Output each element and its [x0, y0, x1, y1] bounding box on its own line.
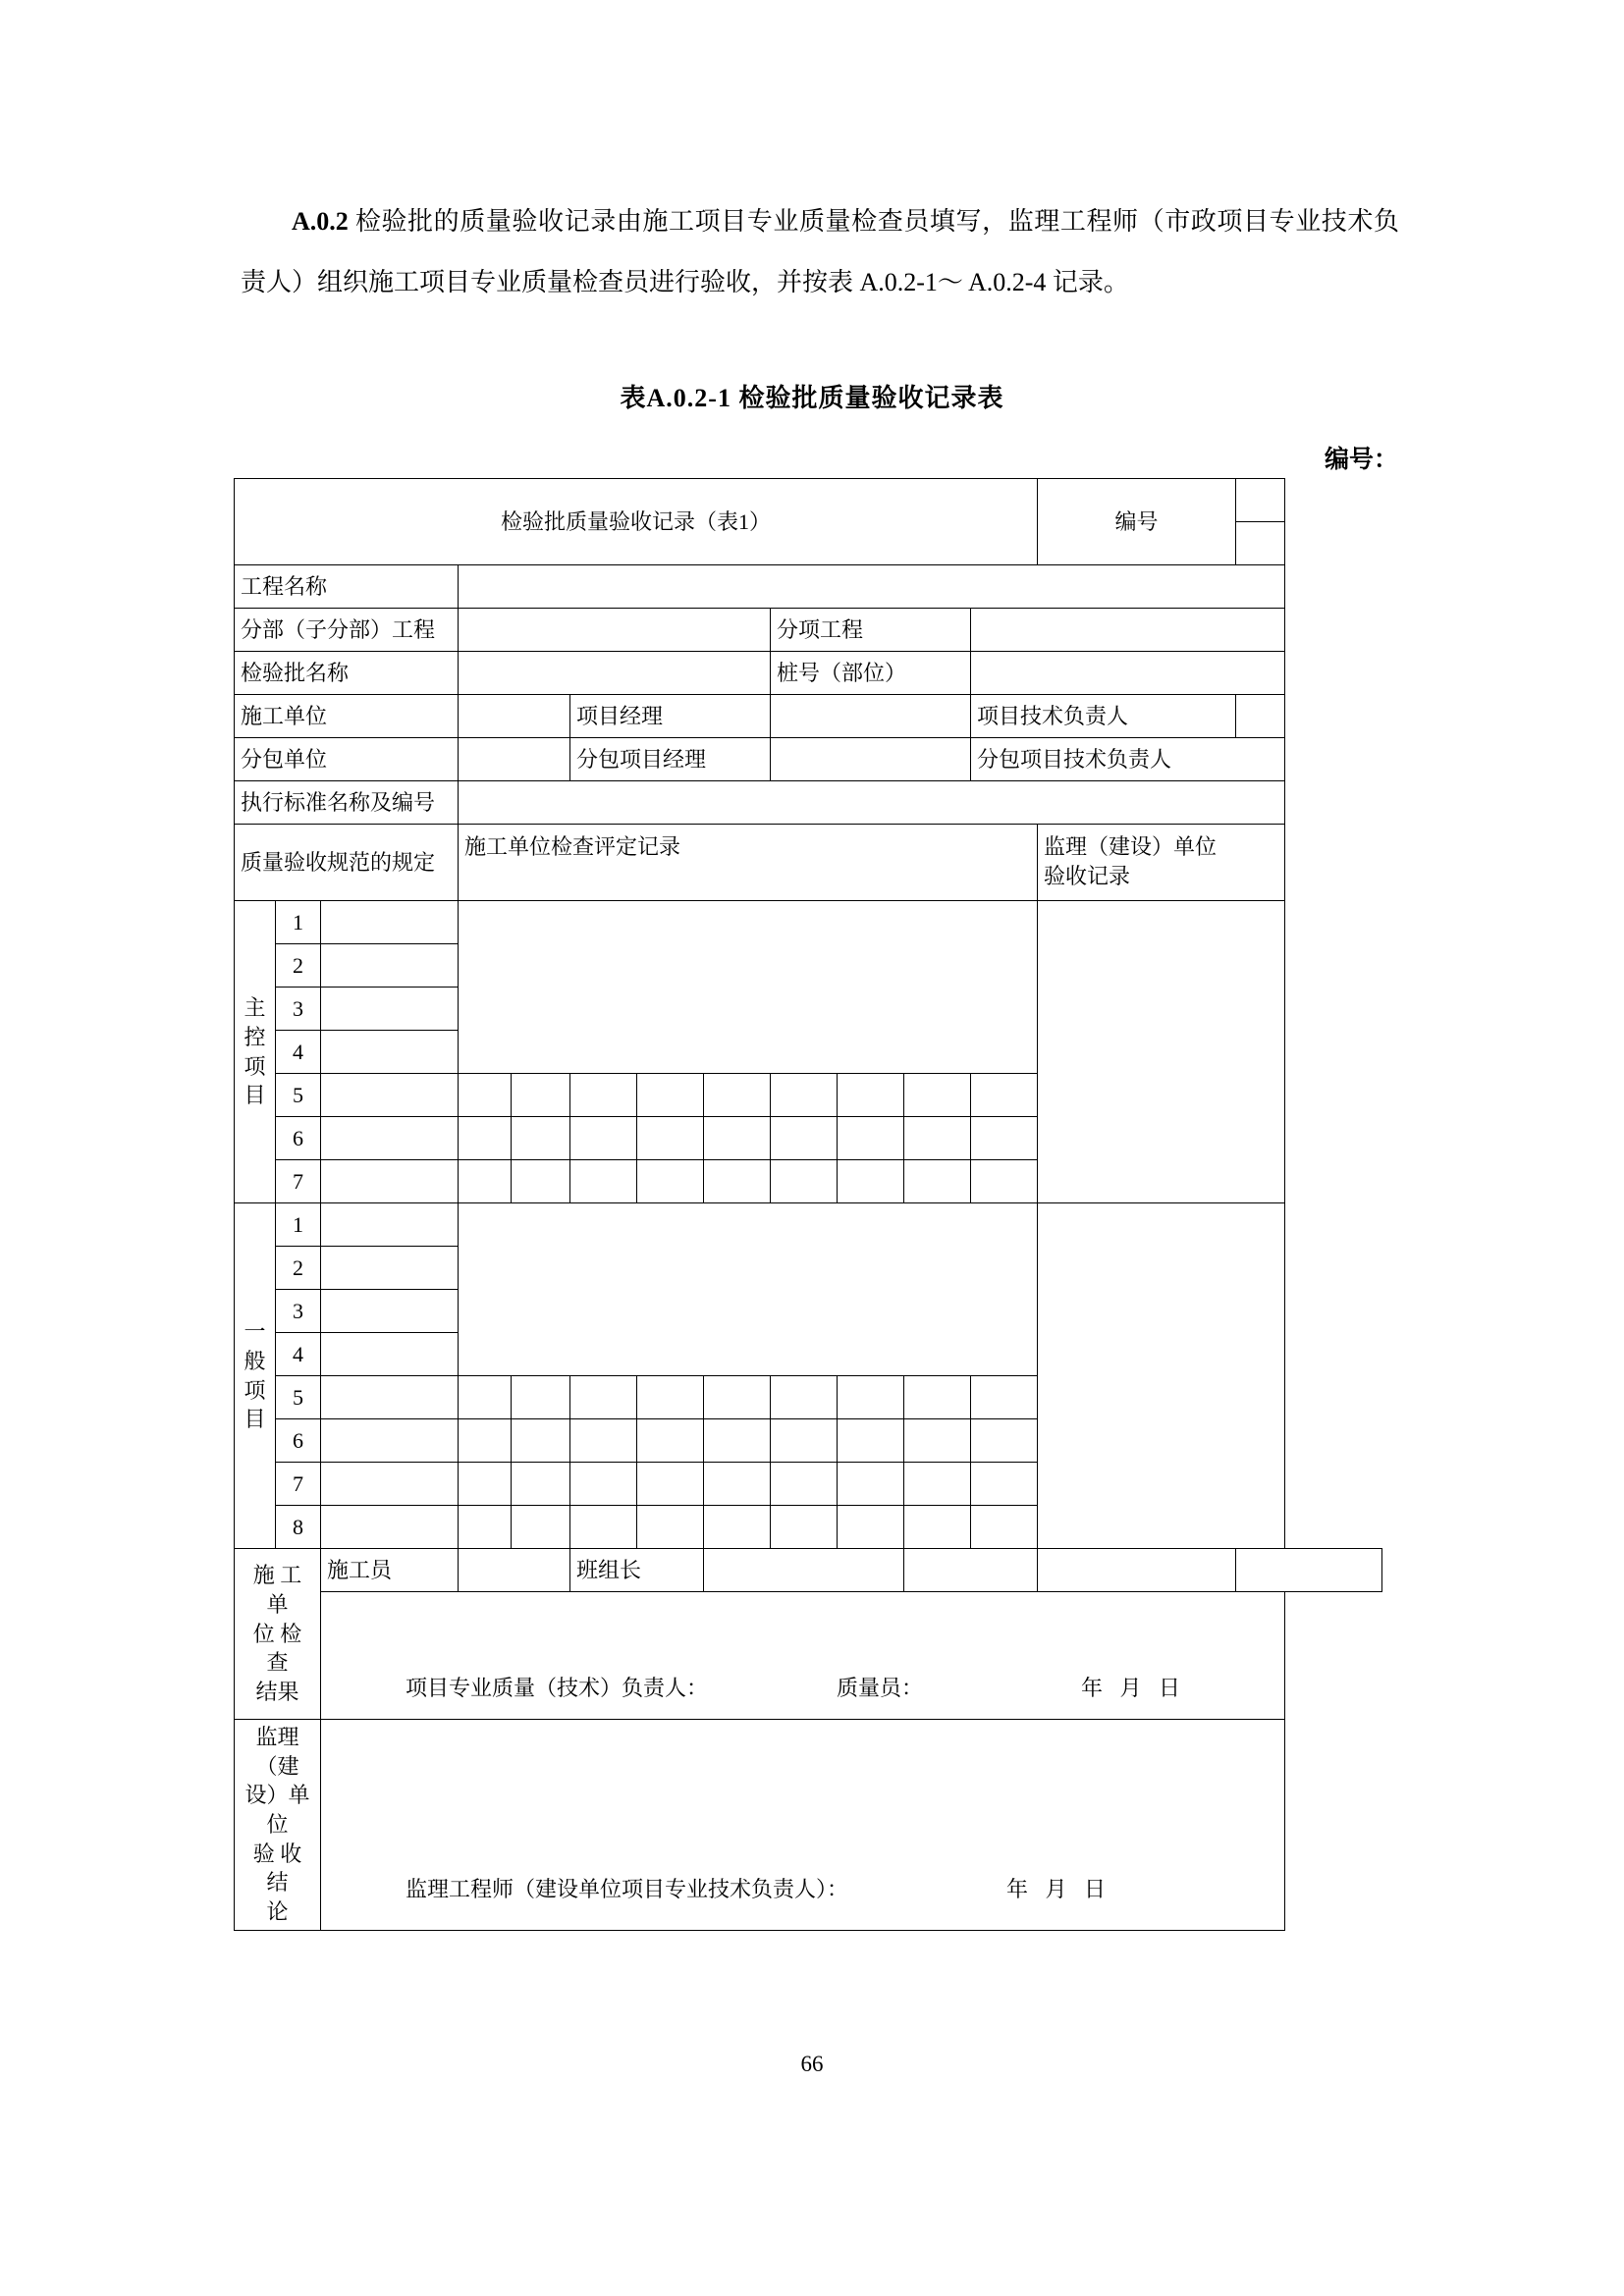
supervision-record-header-line1: 监理（建设）单位: [1044, 834, 1218, 859]
main-control-char-4: 目: [244, 1083, 266, 1108]
main-control-index-7: 7: [276, 1160, 321, 1203]
general-spec-6[interactable]: [321, 1419, 459, 1463]
general-supervision[interactable]: [1038, 1203, 1285, 1549]
general-char-2: 般: [244, 1348, 266, 1373]
main-control-char-3: 项: [244, 1053, 266, 1079]
g6-cell-9[interactable]: [971, 1419, 1038, 1463]
result-label-line2: 位 检 查: [252, 1621, 302, 1676]
g5-cell-7[interactable]: [838, 1376, 904, 1419]
row-standard: [235, 781, 1382, 825]
general-spec-3[interactable]: [321, 1290, 459, 1333]
result-row-1: [235, 1549, 1382, 1592]
mc7-cell-8[interactable]: [904, 1160, 971, 1203]
inspection-batch-form: [234, 478, 1382, 1931]
pile-number-label: 桩号（部位）: [771, 652, 971, 695]
sub-manager-label: 分包项目经理: [570, 738, 771, 781]
g5-cell-2[interactable]: [512, 1376, 570, 1419]
main-control-spec-4[interactable]: [321, 1031, 459, 1074]
team-leader-value-3[interactable]: [1038, 1549, 1236, 1592]
sub-tech-leader-label: 分包项目技术负责人: [971, 738, 1285, 781]
g8-cell-1[interactable]: [459, 1506, 512, 1549]
intro-paragraph: [241, 191, 1399, 313]
mc5-cell-6[interactable]: [771, 1074, 838, 1117]
main-control-char-2: 控: [244, 1024, 266, 1049]
conclusion-label-line2: 设）单位: [244, 1783, 310, 1838]
mc7-cell-9[interactable]: [971, 1160, 1038, 1203]
project-manager-value[interactable]: [771, 695, 971, 738]
mc6-cell-1[interactable]: [459, 1117, 512, 1160]
mc6-cell-3[interactable]: [570, 1117, 637, 1160]
conclusion-signature-area[interactable]: [321, 1720, 1285, 1931]
g5-cell-1[interactable]: [459, 1376, 512, 1419]
general-index-1: 1: [276, 1203, 321, 1247]
conclusion-row: [235, 1720, 1382, 1931]
subitem-value[interactable]: [971, 609, 1285, 652]
mc7-cell-1[interactable]: [459, 1160, 512, 1203]
row-construction-unit: [235, 695, 1382, 738]
general-spec-4[interactable]: [321, 1333, 459, 1376]
main-control-index-6: 6: [276, 1117, 321, 1160]
row-section-headers: [235, 825, 1382, 901]
main-control-index-1: 1: [276, 901, 321, 944]
general-vertical-label: [235, 1203, 276, 1549]
project-name-label: 工程名称: [235, 565, 459, 609]
main-control-spec-7[interactable]: [321, 1160, 459, 1203]
g8-cell-9[interactable]: [971, 1506, 1038, 1549]
general-index-5: 5: [276, 1376, 321, 1419]
mc5-cell-2[interactable]: [512, 1074, 570, 1117]
spec-header: 质量验收规范的规定: [235, 825, 459, 901]
mc6-cell-5[interactable]: [704, 1117, 771, 1160]
g5-cell-5[interactable]: [704, 1376, 771, 1419]
general-row-1: [235, 1203, 1382, 1247]
g8-cell-8[interactable]: [904, 1506, 971, 1549]
general-char-4: 目: [244, 1407, 266, 1432]
tech-leader-value[interactable]: [1236, 695, 1285, 738]
g6-cell-6[interactable]: [771, 1419, 838, 1463]
mc5-cell-8[interactable]: [904, 1074, 971, 1117]
g7-cell-9[interactable]: [971, 1463, 1038, 1506]
mc7-cell-7[interactable]: [838, 1160, 904, 1203]
supervision-record-header: [1038, 825, 1285, 901]
table-title: 表A.0.2-1 检验批质量验收记录表: [620, 384, 1004, 412]
mc7-cell-6[interactable]: [771, 1160, 838, 1203]
main-control-spec-2[interactable]: [321, 944, 459, 988]
mc7-cell-3[interactable]: [570, 1160, 637, 1203]
general-index-2: 2: [276, 1247, 321, 1290]
g8-cell-5[interactable]: [704, 1506, 771, 1549]
conclusion-label-line4: 论: [266, 1899, 289, 1925]
main-control-vertical-label: [235, 901, 276, 1203]
g8-cell-2[interactable]: [512, 1506, 570, 1549]
subpart-value[interactable]: [459, 609, 771, 652]
supervision-record-header-line2: 验收记录: [1044, 863, 1131, 888]
main-control-index-5: 5: [276, 1074, 321, 1117]
main-control-spec-6[interactable]: [321, 1117, 459, 1160]
result-row-2: [235, 1592, 1382, 1720]
general-spec-5[interactable]: [321, 1376, 459, 1419]
form-header-title: 检验批质量验收记录（表1）: [235, 479, 1038, 565]
conclusion-sign-text: 监理工程师（建设单位项目专业技术负责人）：: [406, 1877, 849, 1902]
page-number: 66: [800, 2052, 824, 2076]
tech-leader-label: 项目技术负责人: [971, 695, 1236, 738]
result-label-line3: 结果: [255, 1680, 299, 1705]
g5-cell-3[interactable]: [570, 1376, 637, 1419]
conclusion-label-line1: 监理（建: [255, 1725, 299, 1779]
result-date-label: 年 月 日: [1081, 1676, 1187, 1701]
general-index-3: 3: [276, 1290, 321, 1333]
mc7-cell-5[interactable]: [704, 1160, 771, 1203]
g7-cell-6[interactable]: [771, 1463, 838, 1506]
form-header-row: [235, 479, 1382, 522]
quality-inspector-label: 质量员：: [837, 1676, 924, 1701]
mc5-cell-3[interactable]: [570, 1074, 637, 1117]
result-value-right[interactable]: [1236, 1549, 1382, 1592]
g8-cell-4[interactable]: [637, 1506, 704, 1549]
mc7-cell-2[interactable]: [512, 1160, 570, 1203]
g8-cell-6[interactable]: [771, 1506, 838, 1549]
g6-cell-8[interactable]: [904, 1419, 971, 1463]
mc6-cell-4[interactable]: [637, 1117, 704, 1160]
mc5-cell-7[interactable]: [838, 1074, 904, 1117]
g7-cell-7[interactable]: [838, 1463, 904, 1506]
standard-label: 执行标准名称及编号: [235, 781, 459, 825]
mc6-cell-8[interactable]: [904, 1117, 971, 1160]
worker-value[interactable]: [459, 1549, 570, 1592]
form-number-input-top[interactable]: [1236, 479, 1285, 522]
g7-cell-1[interactable]: [459, 1463, 512, 1506]
g7-cell-5[interactable]: [704, 1463, 771, 1506]
g6-cell-7[interactable]: [838, 1419, 904, 1463]
general-index-8: 8: [276, 1506, 321, 1549]
row-sub-unit: [235, 738, 1382, 781]
general-char-3: 项: [244, 1377, 266, 1403]
general-spec-8[interactable]: [321, 1506, 459, 1549]
g6-cell-3[interactable]: [570, 1419, 637, 1463]
sub-unit-value[interactable]: [459, 738, 570, 781]
mc7-cell-4[interactable]: [637, 1160, 704, 1203]
general-char-1: 一: [244, 1319, 266, 1345]
main-control-record-1-4[interactable]: [459, 901, 1038, 1074]
g8-cell-7[interactable]: [838, 1506, 904, 1549]
mc6-cell-2[interactable]: [512, 1117, 570, 1160]
team-leader-label: 班组长: [570, 1549, 704, 1592]
mc5-cell-1[interactable]: [459, 1074, 512, 1117]
project-manager-label: 项目经理: [570, 695, 771, 738]
form-number-input-bottom[interactable]: [1236, 522, 1285, 565]
team-leader-value-2[interactable]: [904, 1549, 1038, 1592]
clause-number: A.0.2: [292, 207, 349, 236]
mc5-cell-4[interactable]: [637, 1074, 704, 1117]
result-signature-row[interactable]: [321, 1592, 1285, 1720]
main-control-row-1: [235, 901, 1382, 944]
construction-unit-label: 施工单位: [235, 695, 459, 738]
construction-unit-value[interactable]: [459, 695, 570, 738]
standard-value[interactable]: [459, 781, 1285, 825]
general-spec-1[interactable]: [321, 1203, 459, 1247]
mc5-cell-5[interactable]: [704, 1074, 771, 1117]
conclusion-label-line3: 验 收 结: [252, 1841, 302, 1896]
worker-label: 施工员: [321, 1549, 459, 1592]
row-subpart: [235, 609, 1382, 652]
main-control-index-2: 2: [276, 944, 321, 988]
pile-number-value[interactable]: [971, 652, 1285, 695]
form-number-field-label: 编号: [1038, 479, 1236, 565]
main-control-spec-3[interactable]: [321, 988, 459, 1031]
main-control-index-4: 4: [276, 1031, 321, 1074]
general-spec-7[interactable]: [321, 1463, 459, 1506]
mc6-cell-6[interactable]: [771, 1117, 838, 1160]
main-control-spec-5[interactable]: [321, 1074, 459, 1117]
result-label-line1: 施 工 单: [252, 1563, 302, 1617]
g7-cell-8[interactable]: [904, 1463, 971, 1506]
general-record-1-4[interactable]: [459, 1203, 1038, 1376]
subpart-label: 分部（子分部）工程: [235, 609, 459, 652]
general-spec-2[interactable]: [321, 1247, 459, 1290]
general-index-6: 6: [276, 1419, 321, 1463]
construction-record-header: 施工单位检查评定记录: [459, 825, 1038, 901]
result-sign-text: 项目专业质量（技术）负责人：: [406, 1676, 709, 1701]
mc5-cell-9[interactable]: [971, 1074, 1038, 1117]
mc6-cell-7[interactable]: [838, 1117, 904, 1160]
g7-cell-3[interactable]: [570, 1463, 637, 1506]
main-control-spec-1[interactable]: [321, 901, 459, 944]
form-container: [234, 478, 1382, 1931]
g5-cell-4[interactable]: [637, 1376, 704, 1419]
conclusion-vertical-label: [235, 1720, 321, 1931]
intro-text: 检验批的质量验收记录由施工项目专业质量检查员填写，监理工程师（市政项目专业技术负责人）组织施工项目专业质量检查员进行验收，并按表 A.0.2-1～ A.0.2-4 记录。: [241, 207, 1399, 296]
g8-cell-3[interactable]: [570, 1506, 637, 1549]
row-batch-name: [235, 652, 1382, 695]
sub-manager-value[interactable]: [771, 738, 971, 781]
main-control-char-1: 主: [244, 995, 266, 1021]
g6-cell-2[interactable]: [512, 1419, 570, 1463]
form-number-label: 编号：: [1324, 447, 1398, 473]
g6-cell-4[interactable]: [637, 1419, 704, 1463]
g5-cell-9[interactable]: [971, 1376, 1038, 1419]
main-control-supervision[interactable]: [1038, 901, 1285, 1203]
g7-cell-4[interactable]: [637, 1463, 704, 1506]
sub-unit-label: 分包单位: [235, 738, 459, 781]
g5-cell-8[interactable]: [904, 1376, 971, 1419]
main-control-index-3: 3: [276, 988, 321, 1031]
g6-cell-1[interactable]: [459, 1419, 512, 1463]
batch-name-label: 检验批名称: [235, 652, 459, 695]
batch-name-value[interactable]: [459, 652, 771, 695]
row-project-name: [235, 565, 1382, 609]
project-name-value[interactable]: [459, 565, 1285, 609]
general-index-7: 7: [276, 1463, 321, 1506]
team-leader-value-1[interactable]: [704, 1549, 904, 1592]
g7-cell-2[interactable]: [512, 1463, 570, 1506]
general-index-4: 4: [276, 1333, 321, 1376]
conclusion-date-label: 年 月 日: [1006, 1877, 1112, 1902]
g5-cell-6[interactable]: [771, 1376, 838, 1419]
mc6-cell-9[interactable]: [971, 1117, 1038, 1160]
result-vertical-label: [235, 1549, 321, 1720]
subitem-label: 分项工程: [771, 609, 971, 652]
g6-cell-5[interactable]: [704, 1419, 771, 1463]
